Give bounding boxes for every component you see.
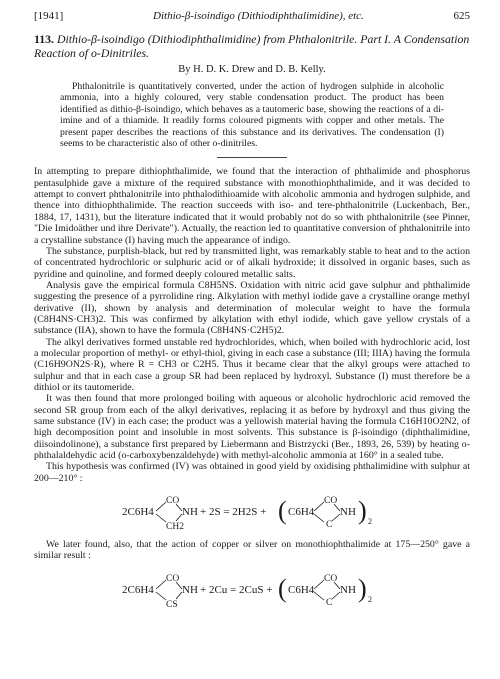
eq-open-paren: ( bbox=[278, 573, 287, 603]
journal-page bbox=[34, 10, 470, 617]
eq-paren-bottom: C bbox=[326, 520, 333, 531]
body-paragraph: It was then found that more prolonged boiling with aqueous or alcoholic hydrochloric acid removed the second SR group from each of the alkyl derivatives, replacing it as before by hydroxyl and thus giving the same substance (IV) in each case; the product was a yellowish material having the formula C16H10O2N2, of high decomposition point and insoluble in most solvents. This substance is β-isoindigo (diphthalimidine, diisoindolinone), a substance first prepared by Liebermann and Bistrzycki (Ber., 1893, 26, 539) by heating o-phthalaldehydic acid (o-carboxybenzaldehyde) with methyl-alcoholic ammonia at 160° in a sealed tube. bbox=[34, 393, 470, 462]
body-paragraph: This hypothesis was confirmed (IV) was obtained in good yield by oxidising phthalimidine with sulphur at 200—210° : bbox=[34, 461, 470, 484]
eq-subscript: 2 bbox=[368, 517, 372, 527]
eq-paren-prefix: C6H4 bbox=[288, 506, 315, 519]
eq-bottom-group: CS bbox=[166, 599, 178, 610]
equation-svg bbox=[102, 567, 402, 611]
eq-close-paren: ) bbox=[358, 573, 367, 603]
eq-paren-ring: NH bbox=[340, 506, 356, 519]
eq-lhs: 2C6H4 bbox=[122, 506, 154, 519]
body-paragraph: The alkyl derivatives formed unstable red hydrochlorides, which, when boiled with hydrochloric acid, lost a molecular proportion of methyl- or ethyl-thiol, giving in each case a substance (III; IIIA) having the formula (C16H9ON2S·R), where R = CH3 or C2H5. Thus it became clear that the alkyl groups were attached to sulphur and that in each case a group SR had been replaced by hydroxyl. Substance (I) must therefore be a dithiol or its tautomeride. bbox=[34, 336, 470, 393]
eq-paren-top: CO bbox=[324, 573, 338, 584]
eq-top-group: CO bbox=[166, 496, 180, 507]
article-title-block bbox=[34, 32, 470, 60]
body-paragraph: Analysis gave the empirical formula C8H5NS. Oxidation with nitric acid gave sulphur and phthalimide suggesting the presence of a pyrrolidine ring. Alkylation with methyl iodide gave a crystalline orange methyl derivative (II), shown by analysis and determination of molecular weight to have the formula (C8H4NS·CH3)2. This was confirmed by alkylation with ethyl iodide, which gave yellow crystals of a substance (IIA), shown to have the formula (C8H4NS·C2H5)2. bbox=[34, 279, 470, 337]
eq-paren-bottom: C bbox=[326, 597, 333, 608]
running-head-title: Dithio-β-isoindigo (Dithiodiphthalimidine), etc. bbox=[153, 10, 364, 22]
eq-open-paren: ( bbox=[278, 496, 287, 526]
body-paragraph: The substance, purplish-black, but red by transmitted light, was remarkably stable to heat and to the action of concentrated hydrochloric or sulphuric acid or of alkali hydroxide; it dissolved in organic bases, such as pyridine and quinoline, and formed deeply coloured metallic salts. bbox=[34, 245, 470, 280]
eq-middle: + 2S = 2H2S + bbox=[200, 506, 267, 519]
chemical-equation-2 bbox=[34, 567, 470, 611]
abstract: Phthalonitrile is quantitatively converted, under the action of hydrogen sulphide in alcoholic ammonia, into a highly coloured, very stable condensation product. The product has been identified as dithio-β-isoindigo, which behaves as a tautomeric base, showing the reactions of a di-imine and of a thiamide. It readily forms coloured pigments with copper and other metals. The present paper describes the reactions of this substance and its derivatives. The condensation (I) seems to be characteristic also of other o-dinitriles. bbox=[60, 81, 444, 150]
article-number: 113. bbox=[34, 32, 54, 46]
running-head bbox=[34, 10, 470, 22]
body-paragraph: We later found, also, that the action of copper or silver on monothiophthalimide at 175—250° gave a similar result : bbox=[34, 539, 470, 562]
eq-middle: + 2Cu = 2CuS + bbox=[200, 583, 273, 596]
section-divider bbox=[217, 157, 287, 158]
eq-paren-prefix: C6H4 bbox=[288, 583, 315, 596]
eq-close-paren: ) bbox=[358, 496, 367, 526]
eq-subscript: 2 bbox=[368, 594, 372, 604]
equation-svg bbox=[102, 489, 402, 533]
eq-bottom-group: CH2 bbox=[166, 522, 184, 533]
eq-ring-atom: NH bbox=[182, 506, 198, 519]
page-number: 625 bbox=[453, 10, 470, 22]
eq-ring-atom: NH bbox=[182, 583, 198, 596]
eq-paren-top: CO bbox=[324, 496, 338, 507]
body-paragraph: In attempting to prepare dithiophthalimide, we found that the interaction of phthalimide and phosphorus pentasulphide gave a mixture of the required substance with monothiophthalimide, and it was decided to attempt to convert phthalonitrile into phthalodithioamide with alcoholic ammonia and hydrogen sulphide, and thence into dithiophthalimide. The reaction succeeds with iso- and tere-phthalonitrile (Luckenbach, Ber., 1884, 17, 1431), but the literature indicated that it would probably not do so with phthalonitrile (see Pinner, "Die Imidoäther und ihre Derivate"). Actually, the reaction led to quantitative conversion of phthalonitrile into a crystalline substance (I) having much the appearance of indigo. bbox=[34, 166, 470, 246]
article-title: Dithio-β-isoindigo (Dithiodiphthalimidine) from Phthalonitrile. Part I. A Condensation Reaction of o-Dinitriles. bbox=[34, 32, 470, 60]
article-authors: By H. D. K. Drew and D. B. Kelly. bbox=[178, 64, 326, 75]
running-head-year: [1941] bbox=[34, 10, 64, 22]
eq-lhs: 2C6H4 bbox=[122, 583, 154, 596]
chemical-equation-1 bbox=[34, 489, 470, 533]
eq-top-group: CO bbox=[166, 573, 180, 584]
eq-paren-ring: NH bbox=[340, 583, 356, 596]
